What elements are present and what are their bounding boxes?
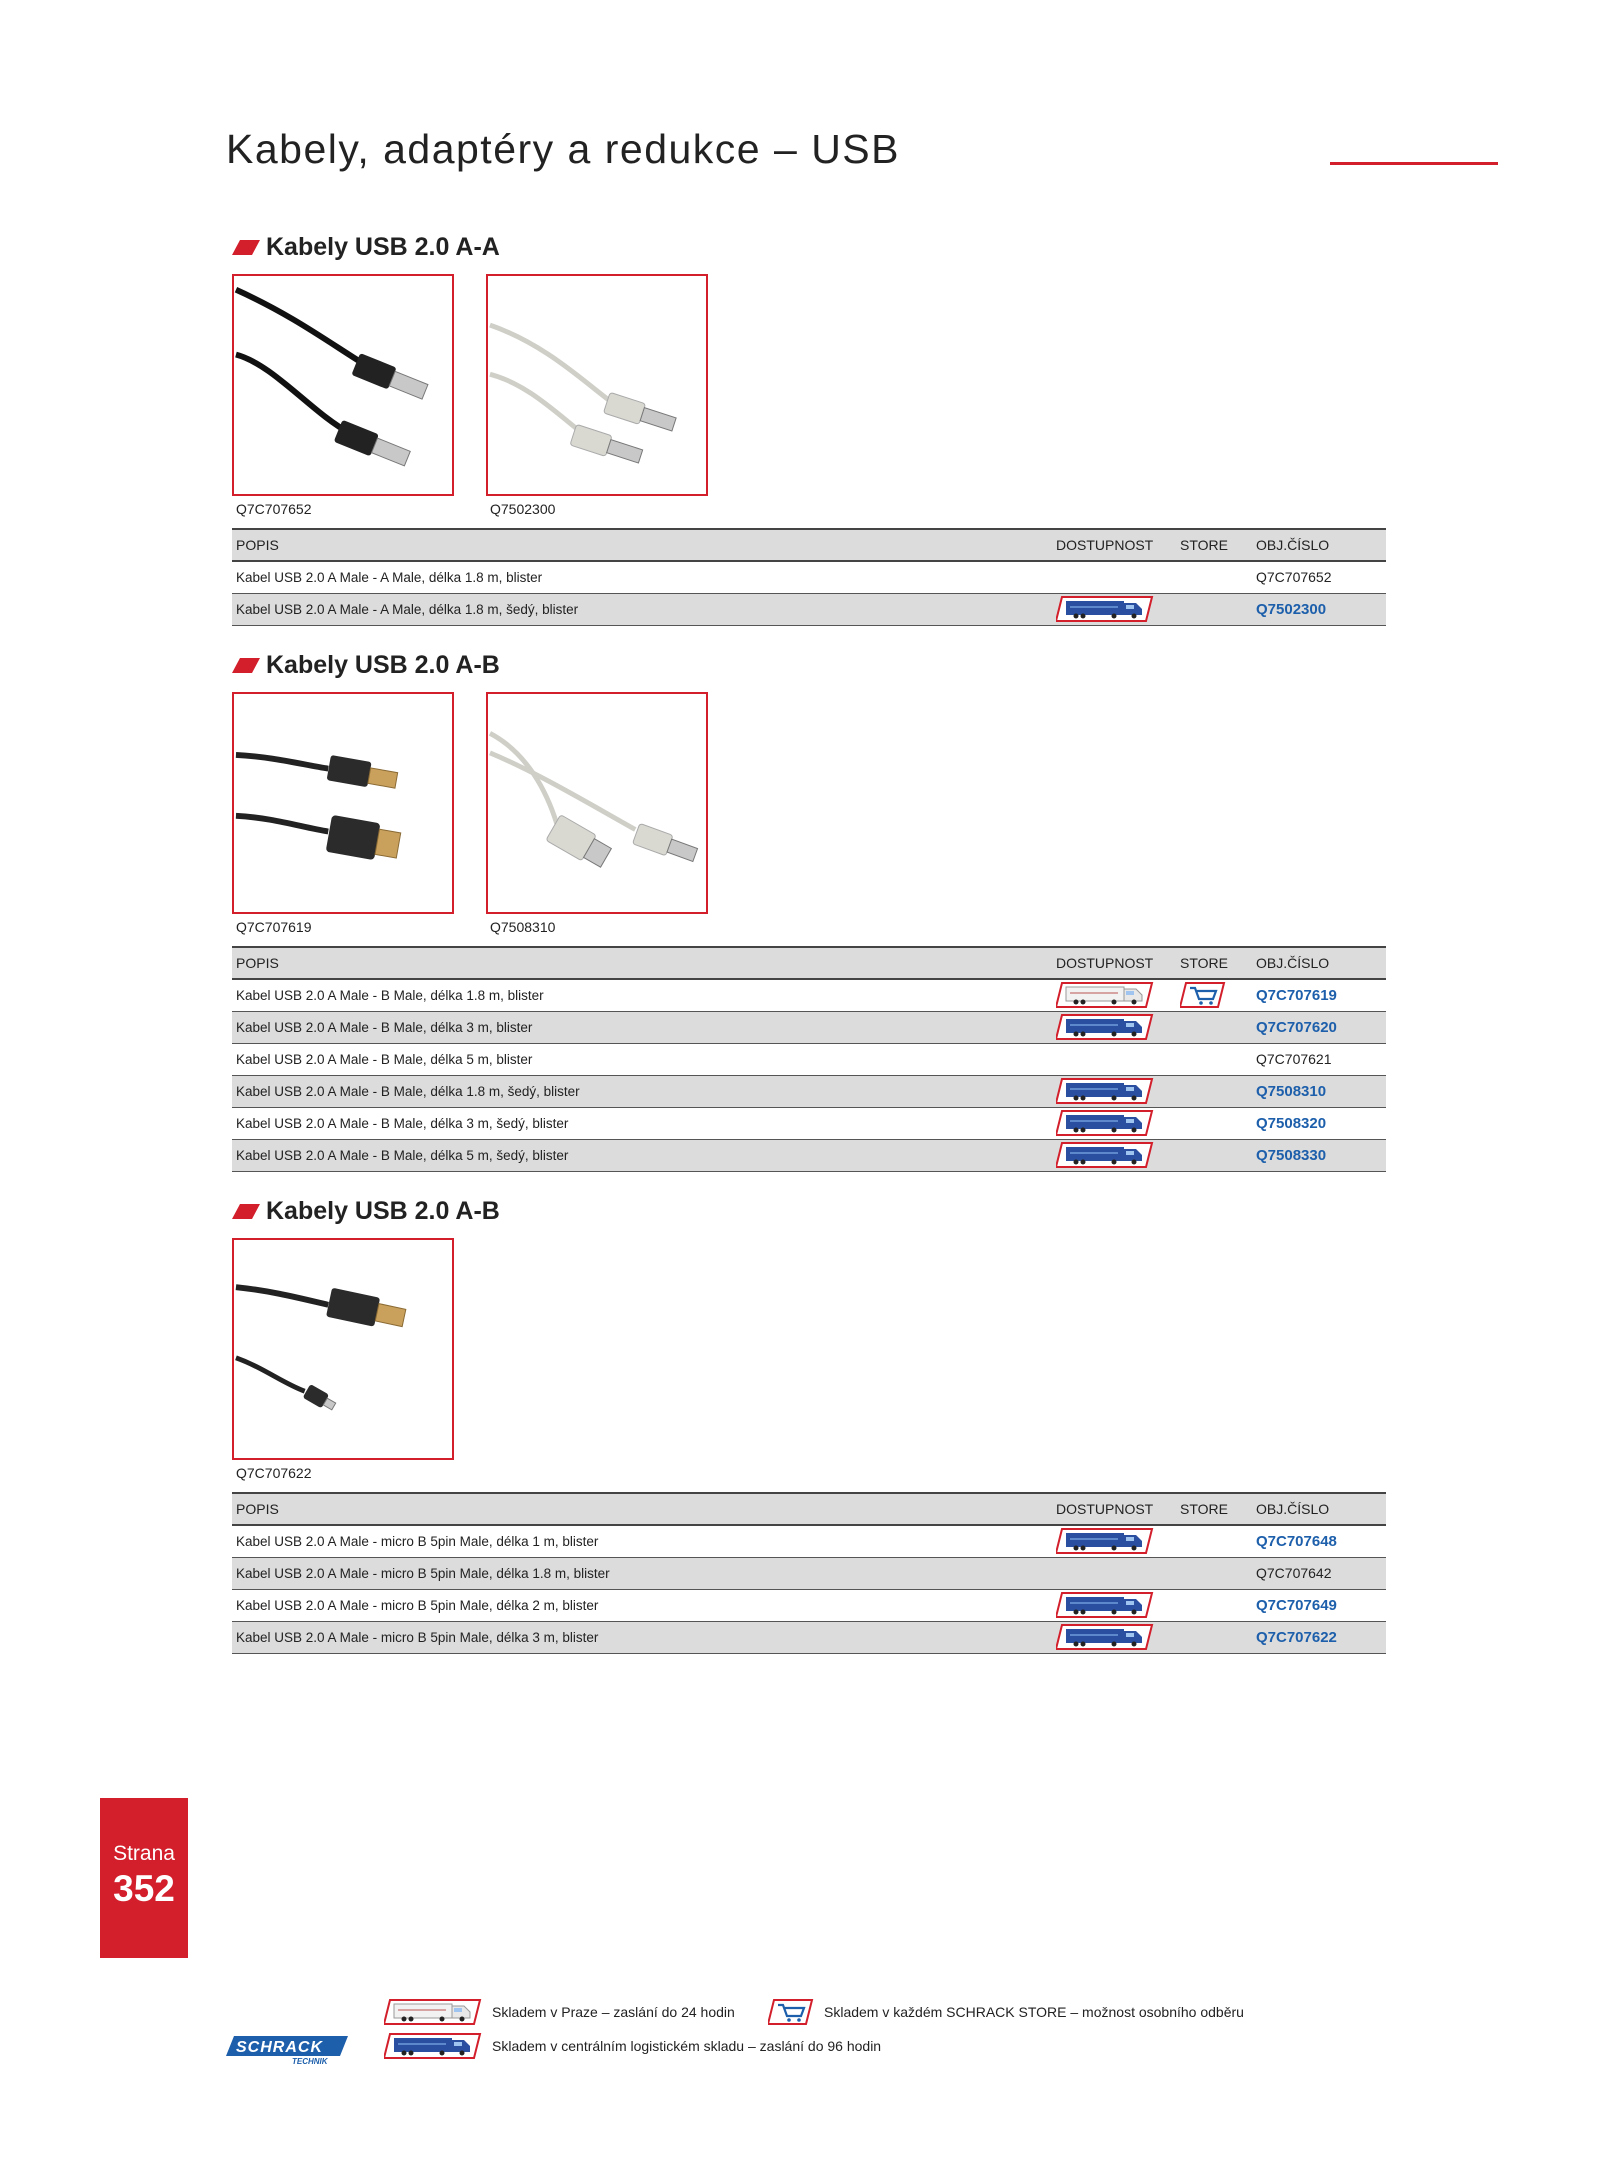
order-code-text: Q7C707642: [1256, 1565, 1332, 1581]
title-rule: [1330, 162, 1498, 165]
row-description: Kabel USB 2.0 A Male - A Male, délka 1.8 m, šedý, blister: [232, 593, 1052, 625]
legend-item-store: [768, 1998, 1244, 2026]
header-dostupnost: DOSTUPNOST: [1052, 947, 1176, 979]
header-store: STORE: [1176, 947, 1252, 979]
row-store: [1176, 1621, 1252, 1653]
usb-a-b-grey-cable-photo: [486, 692, 708, 914]
row-description: Kabel USB 2.0 A Male - micro B 5pin Male, délka 1.8 m, blister: [232, 1557, 1052, 1589]
row-availability: [1052, 1525, 1176, 1557]
page-title: Kabely, adaptéry a redukce – USB: [226, 126, 900, 172]
row-description: Kabel USB 2.0 A Male - micro B 5pin Male, délka 1 m, blister: [232, 1525, 1052, 1557]
section-heading-text: Kabely USB 2.0 A-A: [266, 232, 500, 261]
header-obj-cislo: OBJ.ČÍSLO: [1252, 947, 1386, 979]
table-row: [232, 593, 1386, 625]
header-popis: POPIS: [232, 529, 1052, 561]
red-bullet-icon: [232, 658, 260, 673]
product-image-card[interactable]: [232, 1238, 454, 1481]
central-warehouse-truck-icon: [1056, 595, 1154, 623]
row-description: Kabel USB 2.0 A Male - B Male, délka 3 m, šedý, blister: [232, 1107, 1052, 1139]
row-order-code: [1252, 1557, 1386, 1589]
row-availability: [1052, 1043, 1176, 1075]
row-store: [1176, 1107, 1252, 1139]
section-usb-a-a: [232, 230, 1386, 626]
section-heading-text: Kabely USB 2.0 A-B: [266, 650, 500, 679]
header-obj-cislo: OBJ.ČÍSLO: [1252, 529, 1386, 561]
product-images: [232, 274, 1386, 520]
table-row: [232, 1621, 1386, 1653]
header-dostupnost: DOSTUPNOST: [1052, 529, 1176, 561]
page-number-tab: [100, 1798, 188, 1958]
prague-warehouse-truck-icon: [384, 1998, 482, 2026]
table-row: [232, 561, 1386, 593]
legend-text: Skladem v každém SCHRACK STORE – možnost osobního odběru: [824, 2004, 1244, 2020]
central-warehouse-truck-icon: [1056, 1591, 1154, 1619]
table-row: [232, 1011, 1386, 1043]
row-order-code: [1252, 1107, 1386, 1139]
logo-name: SCHRACK: [236, 2039, 323, 2056]
order-code-text: Q7C707621: [1256, 1051, 1332, 1067]
header-store: STORE: [1176, 529, 1252, 561]
header-popis: POPIS: [232, 1493, 1052, 1525]
header-store: STORE: [1176, 1493, 1252, 1525]
schrack-technik-logo: [226, 2032, 350, 2066]
store-cart-icon: [1180, 981, 1226, 1009]
table-row: [232, 1043, 1386, 1075]
table-header-row: [232, 947, 1386, 979]
usb-a-a-black-cable-photo: [232, 274, 454, 496]
row-availability: [1052, 1589, 1176, 1621]
section-heading: [232, 230, 1386, 264]
order-code-link[interactable]: Q7C707649: [1256, 1596, 1337, 1614]
legend-item-central: [384, 2032, 881, 2060]
central-warehouse-truck-icon: [1056, 1141, 1154, 1169]
row-order-code: [1252, 1043, 1386, 1075]
order-code-link[interactable]: Q7508310: [1256, 1082, 1327, 1100]
row-store: [1176, 1043, 1252, 1075]
legend-item-prague: [384, 1998, 735, 2026]
prague-warehouse-truck-icon: [1056, 981, 1154, 1009]
table-row: [232, 979, 1386, 1011]
central-warehouse-truck-icon: [1056, 1109, 1154, 1137]
row-order-code: [1252, 1011, 1386, 1043]
product-table: [232, 528, 1386, 626]
row-availability: [1052, 561, 1176, 593]
product-image-card[interactable]: [486, 692, 708, 935]
product-table: [232, 1492, 1386, 1654]
product-image-code: Q7508310: [490, 919, 556, 935]
row-order-code: [1252, 1525, 1386, 1557]
row-order-code: [1252, 1075, 1386, 1107]
red-bullet-icon: [232, 1204, 260, 1219]
row-description: Kabel USB 2.0 A Male - micro B 5pin Male, délka 3 m, blister: [232, 1621, 1052, 1653]
row-store: [1176, 1525, 1252, 1557]
row-store: [1176, 1075, 1252, 1107]
central-warehouse-truck-icon: [1056, 1077, 1154, 1105]
section-heading-text: Kabely USB 2.0 A-B: [266, 1196, 500, 1225]
row-availability: [1052, 1621, 1176, 1653]
product-image-card[interactable]: [232, 274, 454, 517]
product-table: [232, 946, 1386, 1172]
row-store: [1176, 1589, 1252, 1621]
row-description: Kabel USB 2.0 A Male - B Male, délka 5 m, šedý, blister: [232, 1139, 1052, 1171]
central-warehouse-truck-icon: [384, 2032, 482, 2060]
header-dostupnost: DOSTUPNOST: [1052, 1493, 1176, 1525]
row-description: Kabel USB 2.0 A Male - B Male, délka 1.8 m, blister: [232, 979, 1052, 1011]
row-order-code: [1252, 1589, 1386, 1621]
row-description: Kabel USB 2.0 A Male - B Male, délka 1.8 m, šedý, blister: [232, 1075, 1052, 1107]
logo-sub: TECHNIK: [292, 2057, 328, 2066]
row-availability: [1052, 979, 1176, 1011]
row-store: [1176, 1139, 1252, 1171]
row-store: [1176, 979, 1252, 1011]
row-description: Kabel USB 2.0 A Male - A Male, délka 1.8 m, blister: [232, 561, 1052, 593]
page-label: Strana: [113, 1842, 175, 1865]
usb-a-micro-b-black-cable-photo: [232, 1238, 454, 1460]
usb-a-a-grey-cable-photo: [486, 274, 708, 496]
legend-text: Skladem v Praze – zaslání do 24 hodin: [492, 2004, 735, 2020]
product-image-code: Q7C707622: [236, 1465, 312, 1481]
table-header-row: [232, 1493, 1386, 1525]
row-availability: [1052, 1557, 1176, 1589]
product-image-code: Q7C707652: [236, 501, 312, 517]
red-bullet-icon: [232, 240, 260, 255]
row-availability: [1052, 1011, 1176, 1043]
row-order-code: [1252, 979, 1386, 1011]
row-description: Kabel USB 2.0 A Male - B Male, délka 3 m, blister: [232, 1011, 1052, 1043]
row-order-code: [1252, 593, 1386, 625]
product-images: [232, 1238, 1386, 1484]
row-description: Kabel USB 2.0 A Male - B Male, délka 5 m, blister: [232, 1043, 1052, 1075]
table-row: [232, 1139, 1386, 1171]
order-code-link[interactable]: Q7502300: [1256, 600, 1327, 618]
row-store: [1176, 1011, 1252, 1043]
row-availability: [1052, 1107, 1176, 1139]
header-obj-cislo: OBJ.ČÍSLO: [1252, 1493, 1386, 1525]
table-row: [232, 1557, 1386, 1589]
order-code-link[interactable]: Q7C707648: [1256, 1532, 1337, 1550]
row-order-code: [1252, 561, 1386, 593]
table-row: [232, 1525, 1386, 1557]
row-order-code: [1252, 1621, 1386, 1653]
order-code-link[interactable]: Q7C707619: [1256, 986, 1337, 1004]
product-image-code: Q7502300: [490, 501, 556, 517]
store-cart-icon: [768, 1998, 814, 2026]
table-row: [232, 1589, 1386, 1621]
order-code-link[interactable]: Q7C707622: [1256, 1628, 1337, 1646]
table-row: [232, 1075, 1386, 1107]
table-row: [232, 1107, 1386, 1139]
product-image-code: Q7C707619: [236, 919, 312, 935]
section-heading: [232, 648, 1386, 682]
product-image-card[interactable]: [232, 692, 454, 935]
order-code-link[interactable]: Q7508330: [1256, 1146, 1327, 1164]
row-availability: [1052, 1075, 1176, 1107]
row-availability: [1052, 593, 1176, 625]
order-code-link[interactable]: Q7508320: [1256, 1114, 1327, 1132]
product-image-card[interactable]: [486, 274, 708, 517]
row-order-code: [1252, 1139, 1386, 1171]
product-images: [232, 692, 1386, 938]
section-heading: [232, 1194, 1386, 1228]
row-description: Kabel USB 2.0 A Male - micro B 5pin Male, délka 2 m, blister: [232, 1589, 1052, 1621]
header-popis: POPIS: [232, 947, 1052, 979]
section-usb-a-micro-b: [232, 1194, 1386, 1654]
legend-text: Skladem v centrálním logistickém skladu – zaslání do 96 hodin: [492, 2038, 882, 2054]
order-code-text: Q7C707652: [1256, 569, 1332, 586]
central-warehouse-truck-icon: [1056, 1013, 1154, 1041]
central-warehouse-truck-icon: [1056, 1527, 1154, 1555]
row-store: [1176, 561, 1252, 593]
central-warehouse-truck-icon: [1056, 1623, 1154, 1651]
section-usb-a-b: [232, 648, 1386, 1172]
order-code-link[interactable]: Q7C707620: [1256, 1018, 1337, 1036]
page-number: 352: [113, 1868, 175, 1909]
table-header-row: [232, 529, 1386, 561]
usb-a-b-black-cable-photo: [232, 692, 454, 914]
row-store: [1176, 593, 1252, 625]
row-store: [1176, 1557, 1252, 1589]
row-availability: [1052, 1139, 1176, 1171]
